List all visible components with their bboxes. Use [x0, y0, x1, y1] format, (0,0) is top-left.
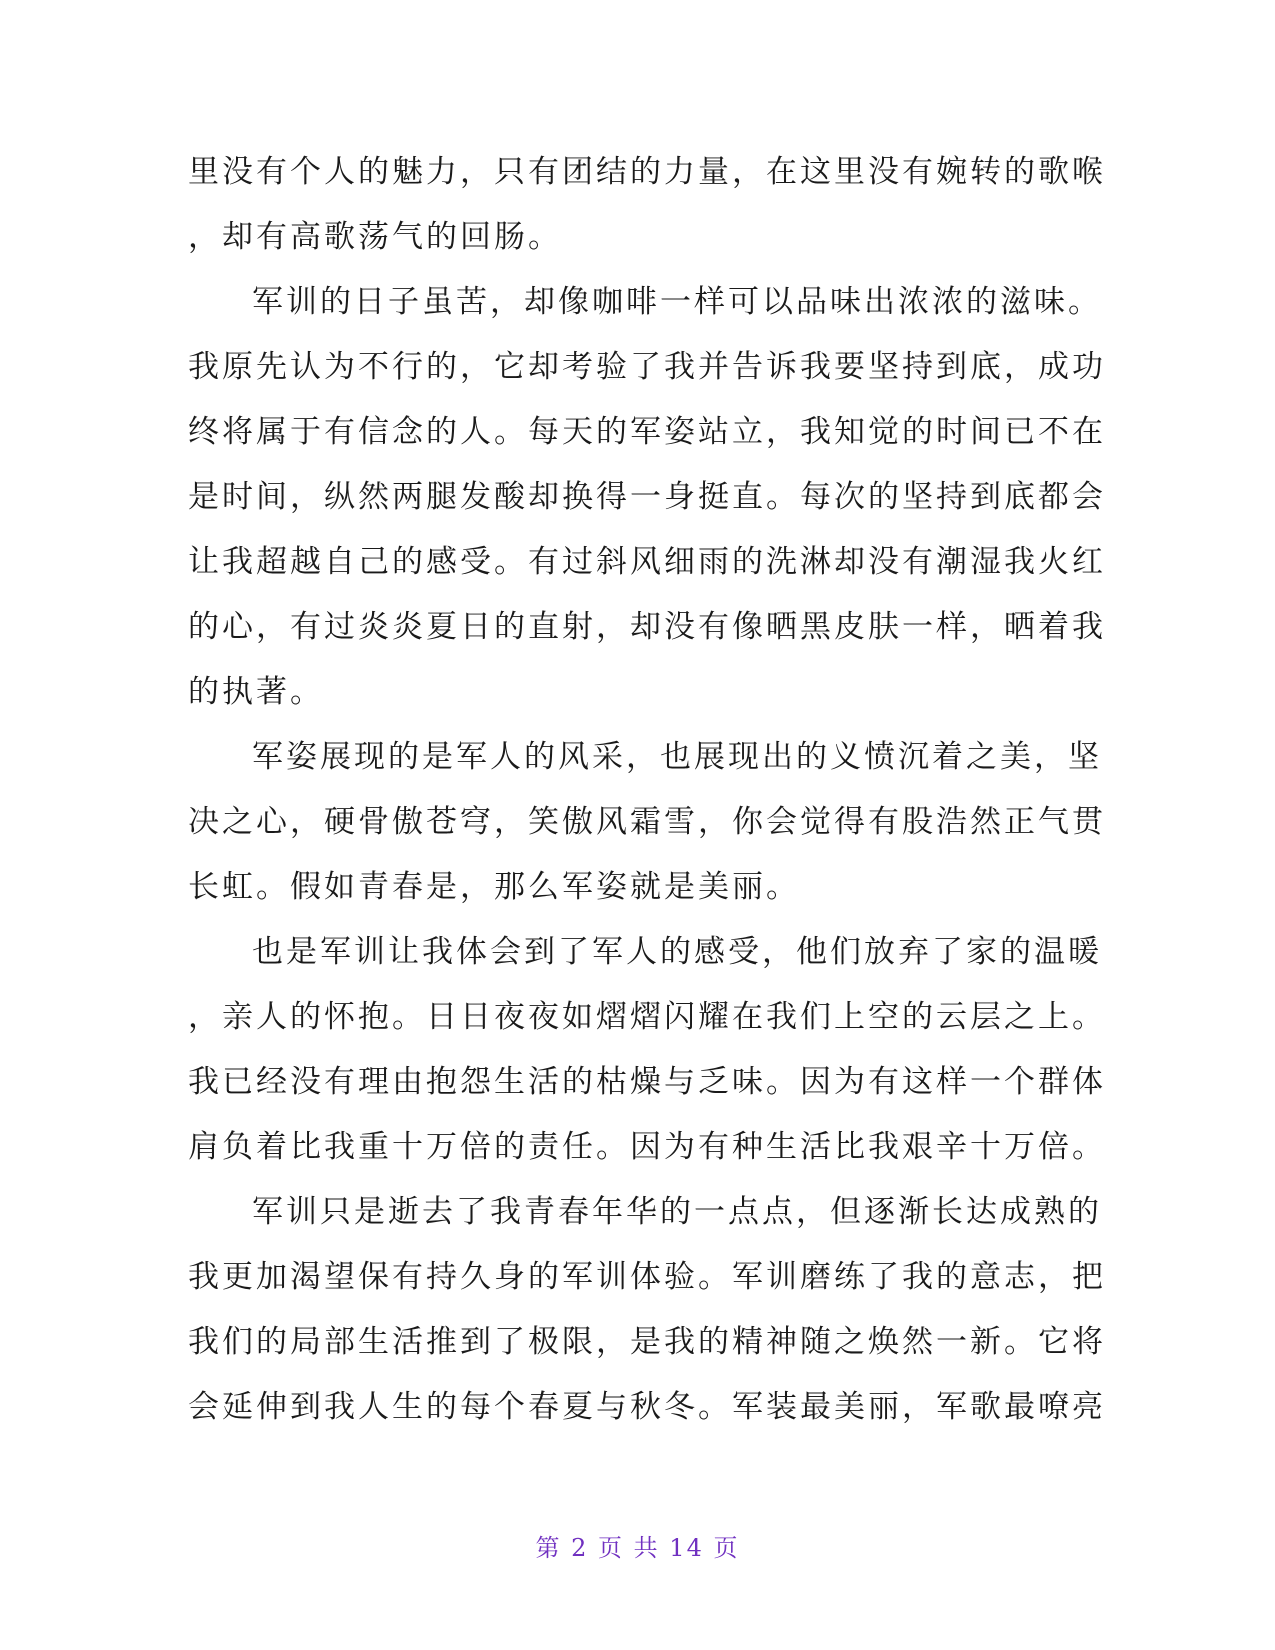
text-line: 里没有个人的魅力，只有团结的力量，在这里没有婉转的歌喉 — [188, 154, 1106, 190]
text-line: 肩负着比我重十万倍的责任。因为有种生活比我艰辛十万倍。 — [188, 1129, 1106, 1165]
paragraph-first-line: 军训的日子虽苦，却像咖啡一样可以品味出浓浓的滋味。 — [252, 284, 1102, 320]
text-line: 决之心，硬骨傲苍穹，笑傲风霜雪，你会觉得有股浩然正气贯 — [188, 804, 1106, 840]
text-line: 我更加渴望保有持久身的军训体验。军训磨练了我的意志，把 — [188, 1259, 1106, 1295]
text-line: 我原先认为不行的，它却考验了我并告诉我要坚持到底，成功 — [188, 349, 1106, 385]
text-line: ，亲人的怀抱。日日夜夜如熠熠闪耀在我们上空的云层之上。 — [188, 999, 1106, 1035]
text-line: 终将属于有信念的人。每天的军姿站立，我知觉的时间已不在 — [188, 414, 1106, 450]
page-number-footer: 第 2 页 共 14 页 — [535, 1534, 740, 1562]
paragraph-first-line: 也是军训让我体会到了军人的感受，他们放弃了家的温暖 — [252, 934, 1102, 970]
text-line: 的心，有过炎炎夏日的直射，却没有像晒黑皮肤一样，晒着我 — [188, 609, 1106, 645]
text-line: 长虹。假如青春是，那么军姿就是美丽。 — [188, 869, 800, 905]
paragraph-first-line: 军训只是逝去了我青春年华的一点点，但逐渐长达成熟的 — [252, 1194, 1102, 1230]
body-text — [188, 140, 1106, 1440]
text-line: ，却有高歌荡气的回肠。 — [188, 219, 562, 255]
paragraph-first-line: 军姿展现的是军人的风采，也展现出的义愤沉着之美，坚 — [252, 739, 1102, 775]
text-line: 会延伸到我人生的每个春夏与秋冬。军装最美丽，军歌最嘹亮 — [188, 1389, 1106, 1425]
text-line: 是时间，纵然两腿发酸却换得一身挺直。每次的坚持到底都会 — [188, 479, 1106, 515]
text-line: 的执著。 — [188, 674, 324, 710]
text-line: 我已经没有理由抱怨生活的枯燥与乏味。因为有这样一个群体 — [188, 1064, 1106, 1100]
text-line: 我们的局部生活推到了极限，是我的精神随之焕然一新。它将 — [188, 1324, 1106, 1360]
text-line: 让我超越自己的感受。有过斜风细雨的洗淋却没有潮湿我火红 — [188, 544, 1106, 580]
